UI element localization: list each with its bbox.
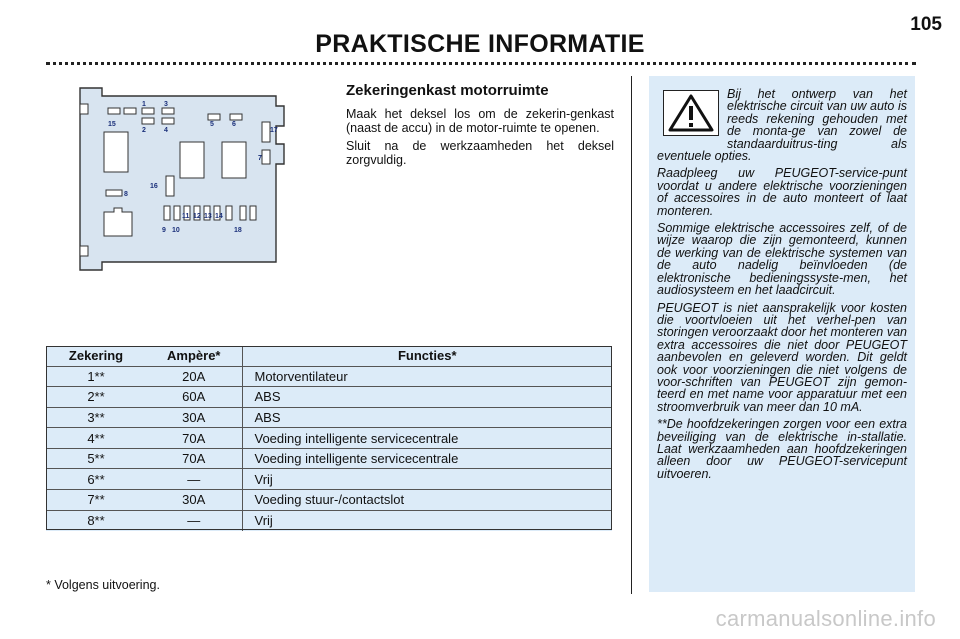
fuse-box-outline (80, 88, 284, 270)
fuse-box-notch (80, 246, 88, 256)
table-cell: 30A (146, 407, 242, 428)
fuse-label: 12 (193, 213, 201, 220)
table-cell: 2** (46, 387, 146, 408)
table-cell: Motorventilateur (242, 366, 612, 387)
fuse-label: 1 (142, 101, 146, 108)
fuse-slot (164, 206, 170, 220)
fuse-slot (162, 108, 174, 114)
warning-paragraph: Bij het ontwerp van het elektrische circuit van uw auto is reeds rekening gehouden met de monta-ge van zowel de standaarduitrus-ting als eventuele opties. (657, 87, 907, 164)
table-header-row (46, 346, 612, 366)
column-header: Zekering (46, 346, 146, 366)
table-cell: 3** (46, 407, 146, 428)
warning-paragraph: PEUGEOT is niet aansprakelijk voor kosten die voortvloeien uit het verhel-pen van storingen veroorzaakt door het monteren van extra accessoires die niet door PEUGEOT aanbevolen en geleverd worden. Dit geldt ook voor voorzieningen die niet volgens de voor-schriften van PEUGEOT zijn gemon-teerd en met name voor apparatuur met een stroomverbruik van meer dan 10 mA. (657, 300, 907, 414)
table-cell: 6** (46, 469, 146, 490)
table-cell: 30A (146, 490, 242, 511)
fuse-label: 14 (215, 213, 223, 220)
table-cell: Voeding intelligente servicecentrale (242, 448, 612, 469)
fuse-slot (230, 114, 242, 120)
fuse-label: 15 (108, 121, 116, 128)
fuse-label: 16 (150, 183, 158, 190)
footnote: * Volgens uitvoering. (46, 578, 160, 592)
table-row (46, 407, 612, 428)
fuse-slot (142, 118, 154, 124)
fuse-slot (240, 206, 246, 220)
fuse-slot (106, 190, 122, 196)
table-cell: 7** (46, 490, 146, 511)
fuse-label: 2 (142, 127, 146, 134)
fuse-label: 11 (182, 213, 190, 220)
connector-block (104, 208, 132, 236)
fuse-label: 6 (232, 121, 236, 128)
warning-paragraph: **De hoofdzekeringen zorgen voor een extra beveiliging van de elektrische in-stallatie. Laat werkzaamheden aan hoofdzekeringen alleen door uw PEUGEOT-servicepunt uitvoeren. (657, 417, 907, 481)
warning-triangle-icon (663, 90, 719, 136)
fuse-slot (124, 108, 136, 114)
table-cell: ABS (242, 387, 612, 408)
watermark: carmanualsonline.info (715, 606, 936, 631)
table-cell: Vrij (254, 513, 273, 529)
table-cell: 5** (46, 448, 146, 469)
fuse-label: 5 (210, 121, 214, 128)
fuse-label: 3 (164, 101, 168, 108)
column-header: Functies* (242, 346, 612, 366)
relay-block (104, 132, 128, 172)
fuse-slot (250, 206, 256, 220)
fuse-label: 7 (258, 155, 262, 162)
table-row (46, 387, 612, 408)
fuse-slot (108, 108, 120, 114)
table-row (46, 428, 612, 449)
fuse-label: 8 (124, 191, 128, 198)
fuse-slot (174, 206, 180, 220)
fuse-label: 4 (164, 127, 168, 134)
fuse-slot (162, 118, 174, 124)
fuse-slot (142, 108, 154, 114)
table-cell: Voeding intelligente servicecentrale (242, 428, 612, 449)
fuse-slot (262, 122, 270, 142)
fuse-box-diagram (62, 86, 302, 286)
fuse-label: 10 (172, 227, 180, 234)
fuse-label: 18 (234, 227, 242, 234)
table-cell: 8** (87, 513, 105, 529)
fuse-slot (208, 114, 220, 120)
fuse-box-section (346, 82, 614, 171)
column-divider (631, 76, 632, 594)
table-row (46, 469, 612, 490)
fuse-label: 13 (204, 213, 212, 220)
fuse-label: 9 (162, 227, 166, 234)
warning-paragraph: Sommige elektrische accessoires zelf, of de wijze waarop die zijn gemonteerd, kunnen de werking van de elektrische systemen van de auto nadelig beïnvloeden (de elektronische bedieningssyste-men, het audiosysteem en het laadcircuit. (657, 221, 907, 298)
fuse-table (46, 346, 612, 531)
title-dotted-rule (46, 62, 916, 65)
warning-paragraph: Raadpleeg uw PEUGEOT-service-punt voordat u andere elektrische voorzieningen of accessoires in de auto monteert of laat monteren. (657, 166, 907, 218)
section-paragraph: Maak het deksel los om de zekerin-genkast (naast de accu) in de motor-ruimte te openen. (346, 107, 614, 135)
table-cell: — (146, 510, 242, 531)
fuse-slot (262, 150, 270, 164)
table-row (46, 510, 612, 531)
column-header: Ampère* (146, 346, 242, 366)
table-cell: Vrij (242, 469, 612, 490)
section-paragraph: Sluit na de werkzaamheden het deksel zorgvuldig. (346, 139, 614, 167)
table-cell: 20A (146, 366, 242, 387)
table-cell: 1** (46, 366, 146, 387)
fuse-label: 17 (270, 127, 278, 134)
relay-block (180, 142, 204, 178)
section-heading: Zekeringenkast motorruimte (346, 82, 549, 99)
warning-box (649, 76, 915, 592)
fuse-slot (166, 176, 174, 196)
table-row (46, 490, 612, 511)
table-cell: 4** (46, 428, 146, 449)
table-cell: ABS (242, 407, 612, 428)
relay-block (222, 142, 246, 178)
fuse-slot (226, 206, 232, 220)
table-cell: 70A (146, 448, 242, 469)
table-cell: — (146, 469, 242, 490)
table-cell: 70A (146, 428, 242, 449)
page-title: PRAKTISCHE INFORMATIE (315, 30, 645, 58)
fuse-box-notch (80, 104, 88, 114)
table-row (46, 366, 612, 387)
table-cell: 60A (146, 387, 242, 408)
table-cell: Voeding stuur-/contactslot (242, 490, 612, 511)
table-row (46, 448, 612, 469)
page-number: 105 (910, 14, 942, 35)
